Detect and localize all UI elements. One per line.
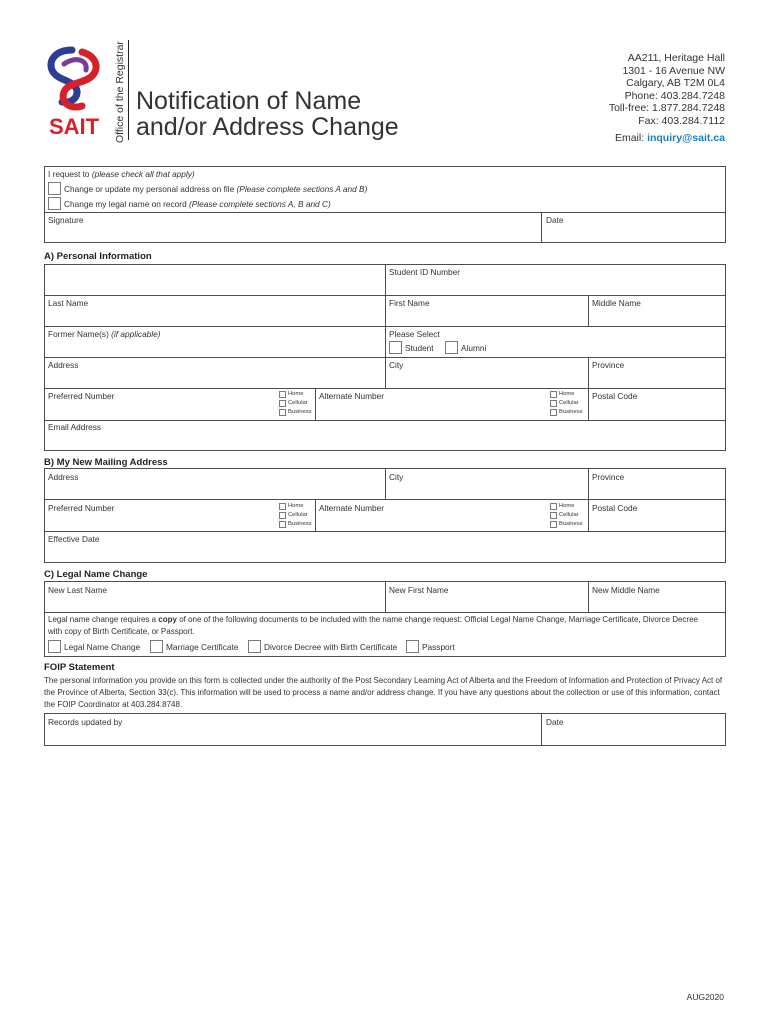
records-box xyxy=(44,713,726,746)
new-postal-code-field[interactable]: Postal Code xyxy=(592,503,638,513)
former-names-field[interactable]: Former Name(s) (if applicable) xyxy=(48,329,161,339)
records-date-field[interactable]: Date xyxy=(546,717,564,727)
student-label: Student xyxy=(405,343,434,353)
new-pref-business-label: Business xyxy=(288,521,312,527)
section-a-title: A) Personal Information xyxy=(44,251,152,262)
pref-business-checkbox[interactable] xyxy=(279,409,286,416)
svg-text:SAIT: SAIT xyxy=(48,114,100,138)
preferred-number-field[interactable]: Preferred Number xyxy=(48,391,115,401)
request-intro: I request to (please check all that apply) xyxy=(48,169,195,179)
svg-text:Office of the Registrar: Office of the Registrar xyxy=(114,41,126,143)
option-address-label: Change or update my personal address on file (Please complete sections A and B) xyxy=(64,184,368,194)
sait-logo xyxy=(42,46,106,138)
pref-cellular-label: Cellular xyxy=(288,400,308,406)
doc-passport-label: Passport xyxy=(422,642,455,652)
signature-field[interactable]: Signature xyxy=(48,215,84,225)
records-updated-field[interactable]: Records updated by xyxy=(48,717,123,727)
doc-marriage-certificate-checkbox[interactable] xyxy=(150,640,163,653)
new-pref-home-checkbox[interactable] xyxy=(279,503,286,510)
last-name-field[interactable]: Last Name xyxy=(48,298,89,308)
address-line: AA211, Heritage Hall xyxy=(627,52,725,64)
new-pref-cellular-label: Cellular xyxy=(288,512,308,518)
contact-block xyxy=(609,52,725,145)
doc-divorce-decree-label: Divorce Decree with Birth Certificate xyxy=(264,642,398,652)
office-label xyxy=(110,30,128,145)
new-alt-cellular-label: Cellular xyxy=(559,512,579,518)
header-divider xyxy=(128,40,129,140)
middle-name-field[interactable]: Middle Name xyxy=(592,298,641,308)
option-address-checkbox[interactable] xyxy=(48,182,61,195)
date-field[interactable]: Date xyxy=(546,215,564,225)
doc-divorce-decree-checkbox[interactable] xyxy=(248,640,261,653)
new-pref-cellular-checkbox[interactable] xyxy=(279,512,286,519)
new-alt-business-checkbox[interactable] xyxy=(550,521,557,528)
section-c-title: C) Legal Name Change xyxy=(44,569,148,580)
foip-title: FOIP Statement xyxy=(44,662,115,673)
new-first-name-field[interactable]: New First Name xyxy=(389,585,449,595)
pref-cellular-checkbox[interactable] xyxy=(279,400,286,407)
doc-passport-checkbox[interactable] xyxy=(406,640,419,653)
option-name-label: Change my legal name on record (Please complete sections A, B and C) xyxy=(64,199,331,209)
name-change-requirements: Legal name change requires a copy of one of the following documents to be included with the name change request: Official Legal Name Change, Marriage Certificate, Divorce Decree with copy of Birth Certificate, or Passport. xyxy=(48,615,698,636)
new-alternate-number-field[interactable]: Alternate Number xyxy=(319,503,385,513)
form-version: AUG2020 xyxy=(686,992,724,1002)
alt-home-checkbox[interactable] xyxy=(550,391,557,398)
doc-legal-name-change-checkbox[interactable] xyxy=(48,640,61,653)
new-pref-business-checkbox[interactable] xyxy=(279,521,286,528)
email-address-field[interactable]: Email Address xyxy=(48,422,102,432)
email-label: Email: xyxy=(614,132,645,144)
new-preferred-number-field[interactable]: Preferred Number xyxy=(48,503,115,513)
new-province-field[interactable]: Province xyxy=(592,472,625,482)
doc-marriage-certificate-label: Marriage Certificate xyxy=(166,642,239,652)
alumni-label: Alumni xyxy=(461,343,487,353)
please-select-label: Please Select xyxy=(389,329,440,339)
postal-code-field[interactable]: Postal Code xyxy=(592,391,638,401)
alumni-checkbox[interactable] xyxy=(445,341,458,354)
toll-free: Toll-free: 1.877.284.7248 xyxy=(608,102,725,114)
effective-date-field[interactable]: Effective Date xyxy=(48,534,100,544)
city-field[interactable]: City xyxy=(389,360,404,370)
alt-business-checkbox[interactable] xyxy=(550,409,557,416)
first-name-field[interactable]: First Name xyxy=(389,298,430,308)
phone: Phone: 403.284.7248 xyxy=(624,89,725,102)
new-last-name-field[interactable]: New Last Name xyxy=(48,585,108,595)
province-field[interactable]: Province xyxy=(592,360,625,370)
new-alt-home-label: Home xyxy=(559,503,575,509)
doc-legal-name-change-label: Legal Name Change xyxy=(64,642,141,652)
student-checkbox[interactable] xyxy=(389,341,402,354)
address-line: Calgary, AB T2M 0L4 xyxy=(626,77,725,89)
new-alt-home-checkbox[interactable] xyxy=(550,503,557,510)
pref-business-label: Business xyxy=(288,409,312,415)
fax: Fax: 403.284.7112 xyxy=(638,114,725,127)
section-b-title: B) My New Mailing Address xyxy=(44,457,168,468)
student-id-field[interactable]: Student ID Number xyxy=(389,267,461,277)
alt-home-label: Home xyxy=(559,391,575,397)
new-city-field[interactable]: City xyxy=(389,472,404,482)
alternate-number-field[interactable]: Alternate Number xyxy=(319,391,385,401)
new-middle-name-field[interactable]: New Middle Name xyxy=(592,585,660,595)
form-title: Notification of Name and/or Address Change xyxy=(136,87,399,141)
new-alt-business-label: Business xyxy=(559,521,583,527)
address-field[interactable]: Address xyxy=(48,360,79,370)
new-pref-home-label: Home xyxy=(288,503,304,509)
new-alt-cellular-checkbox[interactable] xyxy=(550,512,557,519)
pref-home-checkbox[interactable] xyxy=(279,391,286,398)
foip-statement: The personal information you provide on this form is collected under the authority of the Post Secondary Learning Act of Alberta and the Freedom of Information and Protection of Privacy Act of the Province of Alberta, Section 33(c). This information will be used to process a name and/or address change. If you have any questions about the collection or use of this information, contact the FOIP Coordinator at 403.284.8748. xyxy=(44,676,723,709)
option-name-checkbox[interactable] xyxy=(48,197,61,210)
pref-home-label: Home xyxy=(288,391,304,397)
alt-cellular-checkbox[interactable] xyxy=(550,400,557,407)
alt-cellular-label: Cellular xyxy=(559,400,579,406)
email-link[interactable]: inquiry@sait.ca xyxy=(647,132,725,144)
alt-business-label: Business xyxy=(559,409,583,415)
new-address-field[interactable]: Address xyxy=(48,472,79,482)
address-line: 1301 - 16 Avenue NW xyxy=(622,64,725,77)
